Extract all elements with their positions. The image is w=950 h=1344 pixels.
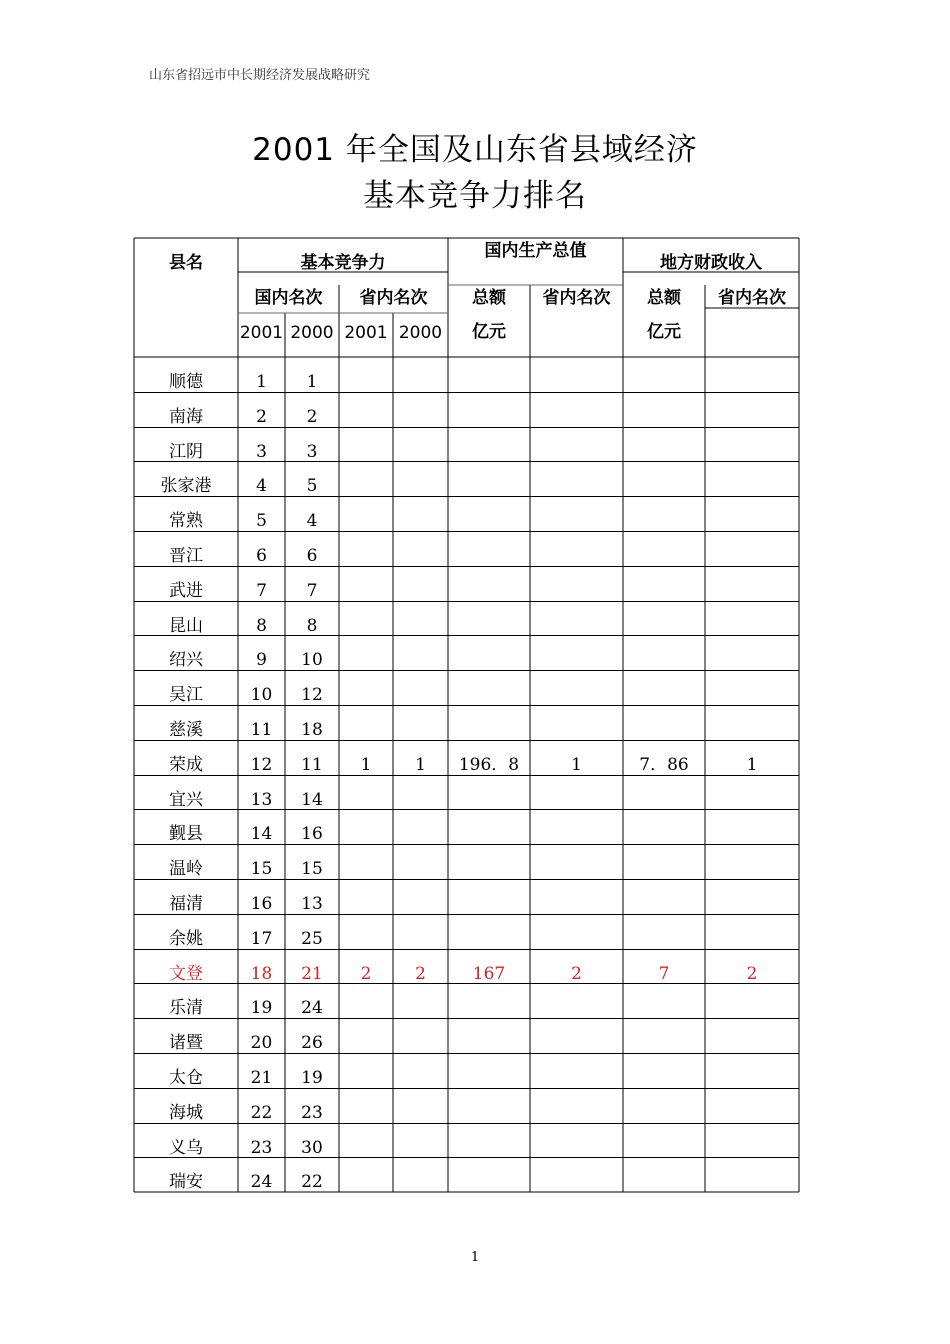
national-rank-2000: 8: [306, 616, 318, 636]
gdp-provincial-rank: 2: [571, 964, 582, 984]
national-rank-2001: 17: [250, 929, 273, 949]
national-rank-2000: 1: [306, 372, 318, 392]
national-rank-2000: 16: [301, 824, 323, 844]
county-name: 绍兴: [169, 650, 203, 670]
national-rank-2000: 4: [306, 511, 318, 531]
provincial-rank-2001: 2: [360, 964, 372, 984]
fiscal-provincial-rank: 2: [746, 964, 758, 984]
header-fiscal-provincial-rank: 省内名次: [718, 288, 786, 308]
national-rank-2001: 3: [256, 442, 267, 462]
header-gdp-total: 总额: [472, 288, 506, 308]
county-name: 温岭: [169, 859, 203, 879]
county-name: 常熟: [169, 511, 203, 531]
header-unit-gdp: 亿元: [472, 322, 506, 342]
county-name: 瑞安: [169, 1172, 203, 1192]
county-name: 文登: [169, 964, 203, 984]
national-rank-2001: 8: [256, 616, 267, 636]
header-year-2001-national: 2001: [239, 323, 284, 343]
national-rank-2001: 4: [256, 476, 267, 496]
county-name: 太仓: [169, 1068, 203, 1088]
national-rank-2001: 21: [250, 1068, 273, 1088]
national-rank-2001: 14: [250, 824, 273, 844]
fiscal-provincial-rank: 1: [746, 755, 758, 775]
county-name: 晋江: [169, 546, 203, 566]
provincial-rank-2000: 2: [415, 964, 426, 984]
county-name: 慈溪: [169, 720, 203, 740]
national-rank-2000: 24: [301, 998, 323, 1018]
provincial-rank-2001: 1: [360, 755, 372, 775]
national-rank-2001: 2: [256, 407, 267, 427]
national-rank-2000: 19: [301, 1068, 323, 1088]
national-rank-2001: 6: [256, 546, 267, 566]
national-rank-2001: 7: [256, 581, 267, 601]
county-name: 南海: [169, 407, 203, 427]
header-unit-fiscal: 亿元: [647, 322, 681, 342]
national-rank-2000: 22: [301, 1172, 323, 1192]
county-name: 诸暨: [169, 1033, 203, 1053]
national-rank-2001: 13: [250, 790, 273, 810]
national-rank-2001: 11: [250, 720, 273, 740]
county-name: 福清: [169, 894, 203, 914]
national-rank-2000: 12: [301, 685, 323, 705]
county-name: 乐清: [169, 998, 203, 1018]
national-rank-2000: 25: [301, 929, 323, 949]
national-rank-2001: 18: [250, 964, 273, 984]
national-rank-2000: 21: [301, 964, 323, 984]
fiscal-total: 7: [658, 964, 670, 984]
provincial-rank-2000: 1: [415, 755, 426, 775]
national-rank-2001: 12: [250, 755, 273, 775]
page-title-line-1: 2001 年全国及山东省县域经济: [252, 132, 698, 168]
national-rank-2000: 7: [306, 581, 318, 601]
header-national-rank: 国内名次: [254, 288, 323, 308]
national-rank-2000: 10: [301, 650, 323, 670]
county-name: 宜兴: [169, 790, 203, 810]
national-rank-2001: 1: [256, 372, 267, 392]
header-fiscal-total: 总额: [647, 288, 681, 308]
county-name: 余姚: [169, 929, 203, 949]
national-rank-2000: 14: [301, 790, 323, 810]
national-rank-2000: 26: [301, 1033, 323, 1053]
national-rank-2001: 20: [250, 1033, 273, 1053]
page-number: 1: [470, 1250, 480, 1265]
gdp-total: 167: [472, 964, 506, 984]
header-county: 县名: [169, 253, 203, 273]
national-rank-2000: 13: [301, 894, 323, 914]
county-name: 荣成: [169, 755, 203, 775]
county-name: 武进: [169, 581, 203, 601]
county-name: 海城: [169, 1103, 203, 1123]
county-name: 昆山: [169, 616, 203, 636]
header-basic-competitiveness: 基本竞争力: [300, 253, 386, 273]
national-rank-2001: 23: [250, 1138, 273, 1158]
national-rank-2001: 10: [250, 685, 273, 705]
national-rank-2000: 15: [301, 859, 323, 879]
national-rank-2000: 3: [306, 442, 318, 462]
header-gdp: 国内生产总值: [484, 241, 587, 261]
county-name: 张家港: [160, 476, 212, 496]
national-rank-2001: 24: [250, 1172, 273, 1192]
national-rank-2000: 2: [306, 407, 318, 427]
national-rank-2001: 9: [256, 650, 267, 670]
fiscal-total: 7．86: [639, 755, 689, 775]
header-year-2001-provincial: 2001: [344, 323, 388, 343]
gdp-provincial-rank: 1: [571, 755, 582, 775]
county-name: 义乌: [169, 1138, 203, 1158]
county-name: 顺德: [169, 372, 203, 392]
national-rank-2000: 6: [306, 546, 318, 566]
gdp-total: 196．8: [458, 755, 520, 775]
national-rank-2001: 19: [250, 998, 273, 1018]
national-rank-2001: 22: [250, 1103, 273, 1123]
national-rank-2000: 30: [301, 1138, 323, 1158]
national-rank-2001: 16: [250, 894, 273, 914]
header-note: 山东省招远市中长期经济发展战略研究: [149, 68, 371, 83]
county-name: 觐县: [169, 824, 203, 844]
national-rank-2000: 11: [301, 755, 323, 775]
county-name: 吴江: [169, 685, 203, 705]
county-name: 江阴: [169, 442, 203, 462]
national-rank-2000: 18: [301, 720, 323, 740]
header-gdp-provincial-rank: 省内名次: [542, 288, 611, 308]
national-rank-2000: 5: [306, 476, 318, 496]
header-year-2000-national: 2000: [290, 323, 334, 343]
header-year-2000-provincial: 2000: [398, 323, 443, 343]
national-rank-2000: 23: [301, 1103, 323, 1123]
page-title-line-2: 基本竞争力排名: [363, 178, 587, 214]
header-fiscal: 地方财政收入: [660, 253, 762, 273]
national-rank-2001: 5: [256, 511, 267, 531]
national-rank-2001: 15: [250, 859, 273, 879]
header-provincial-rank: 省内名次: [359, 288, 428, 308]
